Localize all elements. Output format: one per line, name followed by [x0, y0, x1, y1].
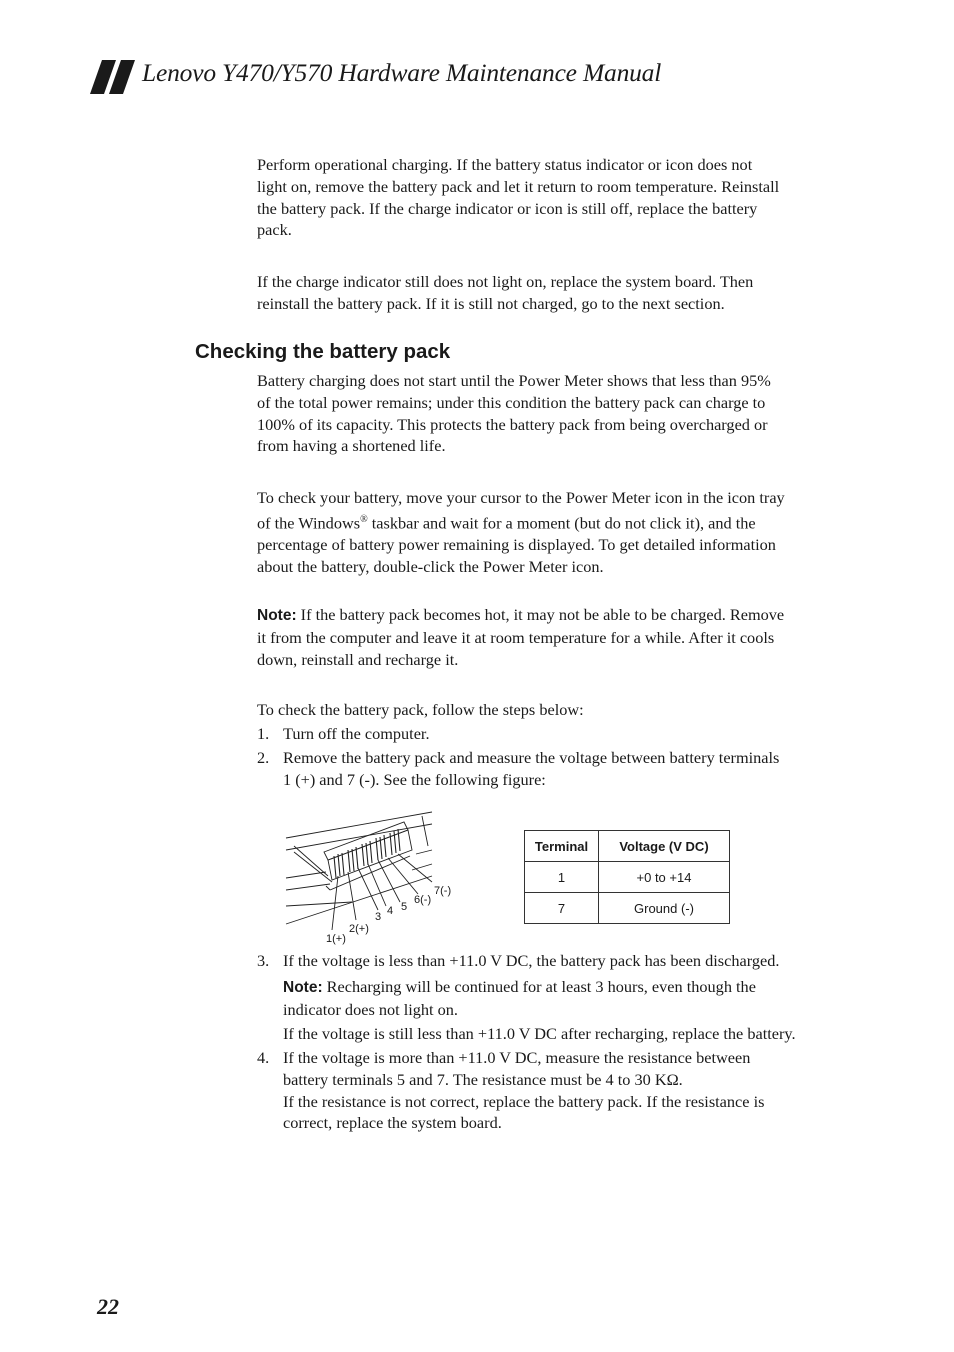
- text-fragment: If the battery pack becomes hot, it may not be able to be charged. Remove: [296, 605, 785, 624]
- battery-terminal-figure: [282, 806, 462, 948]
- text-line: percentage of battery power remaining is displayed. To get detailed information: [257, 535, 776, 555]
- registered-mark: ®: [360, 513, 368, 525]
- text-line: battery terminals 5 and 7. The resistance must be 4 to 30 KΩ.: [283, 1069, 683, 1089]
- note-label: Note:: [257, 607, 297, 624]
- terminal-label-3: 3: [375, 911, 382, 923]
- section-paragraph-1: [257, 370, 857, 457]
- battery-connector-drawing: [286, 812, 432, 930]
- intro-paragraph-2: [257, 271, 857, 315]
- text-line: 100% of its capacity. This protects the battery pack from being overcharged or: [257, 414, 768, 434]
- text-line: of the total power remains; under this condition the battery pack can charge to: [257, 392, 766, 412]
- text-line: reinstall the battery pack. If it is still not charged, go to the next section.: [257, 293, 725, 313]
- text-fragment: of the Windows: [257, 513, 361, 533]
- step-number: 4.: [257, 1048, 270, 1067]
- terminal-label-4: 4: [387, 905, 394, 917]
- table-cell: 1: [525, 862, 599, 893]
- text-line: Battery charging does not start until the Power Meter shows that less than 95%: [257, 371, 771, 390]
- terminal-label-1: 1(+): [326, 933, 346, 945]
- table-cell: +0 to +14: [599, 862, 730, 893]
- terminal-voltage-table: [524, 830, 730, 924]
- table-header-row: [525, 831, 730, 862]
- terminal-label-7: 7(-): [434, 885, 452, 897]
- text-line: If the resistance is not correct, replace the battery pack. If the resistance is: [283, 1091, 765, 1111]
- text-line: If the charge indicator still does not light on, replace the system board. Then: [257, 272, 754, 291]
- text-fragment: taskbar and wait for a moment (but do not click it), and the: [367, 513, 756, 533]
- text-line: [257, 509, 857, 534]
- step-text: If the voltage is less than +11.0 V DC, the battery pack has been discharged.: [283, 951, 780, 970]
- section-paragraph-2: [257, 487, 857, 578]
- table-header-terminal: Terminal: [525, 831, 599, 862]
- text-line: about the battery, double-click the Power Meter icon.: [257, 556, 604, 576]
- text-line: To check your battery, move your cursor to the Power Meter icon in the icon tray: [257, 488, 785, 507]
- text-line: indicator does not light on.: [283, 999, 458, 1019]
- text-fragment: Recharging will be continued for at least 3 hours, even though the: [322, 977, 756, 996]
- terminal-label-6: 6(-): [414, 894, 432, 906]
- step-text: [283, 1047, 857, 1134]
- manual-logo-slashes: [90, 60, 136, 94]
- text-line: pack.: [257, 220, 292, 240]
- terminal-label-5: 5: [401, 901, 408, 913]
- page-number: 22: [97, 1294, 119, 1319]
- note-label: Note:: [283, 979, 323, 996]
- text-line: 1 (+) and 7 (-). See the following figure:: [283, 769, 546, 789]
- note-paragraph: [257, 604, 857, 670]
- text-line: light on, remove the battery pack and let it return to room temperature. Reinstall: [257, 176, 780, 196]
- step-number: 2.: [257, 748, 270, 767]
- table-cell: Ground (-): [599, 893, 730, 924]
- step-text: Turn off the computer.: [283, 724, 430, 743]
- step-number: 1.: [257, 724, 270, 743]
- text-line: the battery pack. If the charge indicator or icon is still off, replace the battery: [257, 198, 758, 218]
- table-row: [525, 893, 730, 924]
- text-line: [283, 976, 857, 999]
- text-line: Remove the battery pack and measure the voltage between battery terminals: [283, 748, 780, 767]
- manual-title: Lenovo Y470/Y570 Hardware Maintenance Manual: [142, 58, 662, 87]
- step-3-extra: If the voltage is still less than +11.0 V DC after recharging, replace the battery.: [283, 1024, 796, 1043]
- text-line: [257, 604, 857, 627]
- section-heading: Checking the battery pack: [195, 340, 451, 363]
- text-line: it from the computer and leave it at room temperature for a while. After it cools: [257, 627, 775, 647]
- step-text: [283, 747, 857, 791]
- text-line: Perform operational charging. If the battery status indicator or icon does not: [257, 155, 753, 174]
- text-line: from having a shortened life.: [257, 436, 446, 456]
- text-line: down, reinstall and recharge it.: [257, 649, 459, 669]
- step-3-note: [283, 976, 857, 1021]
- step-number: 3.: [257, 951, 270, 970]
- terminal-label-2: 2(+): [349, 923, 369, 935]
- table-row: [525, 862, 730, 893]
- table-cell: 7: [525, 893, 599, 924]
- text-line: correct, replace the system board.: [283, 1113, 502, 1133]
- intro-paragraph-1: [257, 154, 857, 241]
- table-header-voltage: Voltage (V DC): [599, 831, 730, 862]
- steps-intro: To check the battery pack, follow the steps below:: [257, 700, 584, 719]
- text-line: If the voltage is more than +11.0 V DC, measure the resistance between: [283, 1048, 751, 1067]
